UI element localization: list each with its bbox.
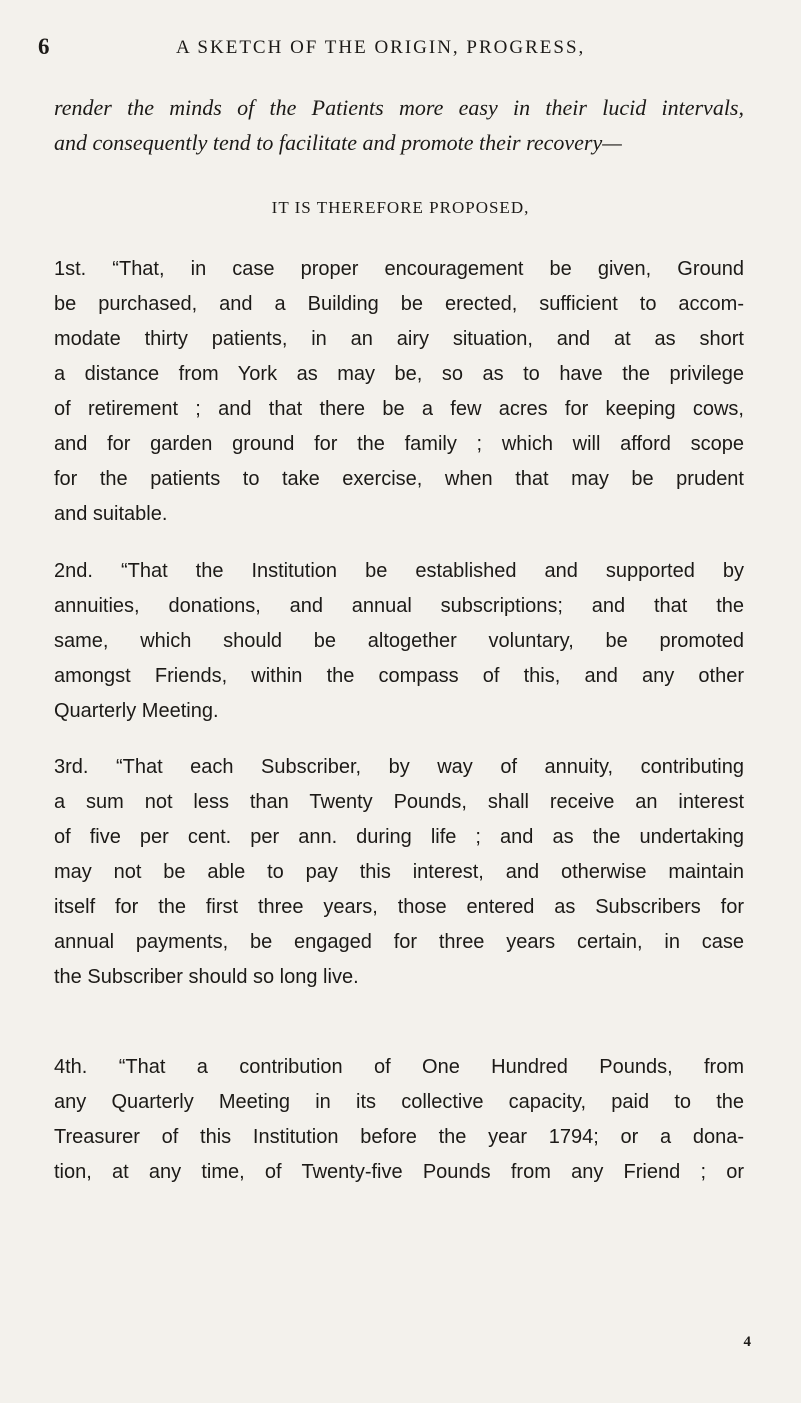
- paragraph-line: annual payments, be engaged for three years certain, in case: [54, 931, 744, 953]
- paragraph-line: the Subscriber should so long live.: [54, 966, 359, 988]
- paragraph-line: 1st. “That, in case proper encouragement be given, Ground: [54, 258, 744, 280]
- paragraph-line: itself for the first three years, those entered as Subscribers for: [54, 896, 744, 918]
- paragraph-line: same, which should be altogether voluntary, be promoted: [54, 630, 744, 652]
- paragraph-line: may not be able to pay this interest, and otherwise maintain: [54, 861, 744, 883]
- running-title: A SKETCH OF THE ORIGIN, PROGRESS,: [176, 37, 586, 58]
- intro-text: [54, 90, 744, 160]
- paragraph-line: amongst Friends, within the compass of this, and any other: [54, 665, 744, 687]
- paragraph-line: modate thirty patients, in an airy situation, and at as short: [54, 328, 744, 350]
- running-head: [38, 34, 778, 64]
- paragraph-3: [54, 750, 744, 995]
- paragraph-line: of five per cent. per ann. during life ; and as the undertaking: [54, 826, 744, 848]
- intro-line: render the minds of the Patients more easy in their lucid intervals,: [54, 95, 744, 120]
- paragraph-1: [54, 252, 744, 532]
- page-number: 6: [38, 34, 50, 59]
- paragraph-line: annuities, donations, and annual subscriptions; and that the: [54, 595, 744, 617]
- paragraph-line: tion, at any time, of Twenty-five Pounds from any Friend ; or: [54, 1161, 744, 1183]
- paragraph-line: of retirement ; and that there be a few acres for keeping cows,: [54, 398, 744, 420]
- signature-mark: 4: [743, 1334, 751, 1350]
- paragraph-4: [54, 1050, 744, 1190]
- paragraph-line: any Quarterly Meeting in its collective capacity, paid to the: [54, 1091, 744, 1113]
- section-heading: IT IS THEREFORE PROPOSED,: [271, 198, 530, 217]
- paragraph-line: and for garden ground for the family ; which will afford scope: [54, 433, 744, 455]
- paragraph-line: 2nd. “That the Institution be established and supported by: [54, 560, 744, 582]
- paragraph-line: 4th. “That a contribution of One Hundred Pounds, from: [54, 1056, 744, 1078]
- paragraph-line: and suitable.: [54, 503, 168, 525]
- paragraph-line: a distance from York as may be, so as to have the privilege: [54, 363, 744, 385]
- intro-line: and consequently tend to facilitate and promote their recovery—: [54, 130, 622, 155]
- paragraph-line: for the patients to take exercise, when that may be prudent: [54, 468, 744, 490]
- paragraph-line: 3rd. “That each Subscriber, by way of annuity, contributing: [54, 756, 744, 778]
- paragraph-2: [54, 554, 744, 729]
- paragraph-line: Treasurer of this Institution before the year 1794; or a dona-: [54, 1126, 744, 1148]
- paragraph-line: be purchased, and a Building be erected, sufficient to accom-: [54, 293, 744, 315]
- paragraph-line: a sum not less than Twenty Pounds, shall receive an interest: [54, 791, 744, 813]
- paragraph-line: Quarterly Meeting.: [54, 700, 219, 722]
